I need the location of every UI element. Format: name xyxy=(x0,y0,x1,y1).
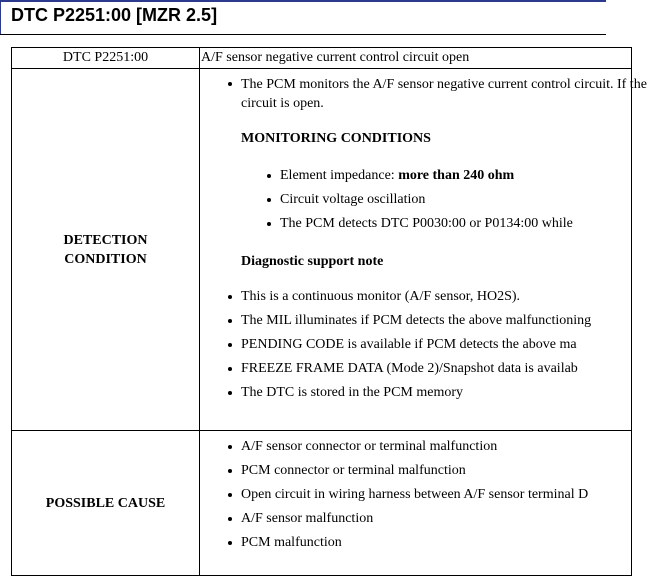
list-item: The MIL illuminates if PCM detects the above malfunctioning xyxy=(200,309,631,333)
detection-condition-content xyxy=(200,69,647,431)
list-item: Open circuit in wiring harness between A/F sensor terminal D xyxy=(200,483,631,507)
possible-cause-row xyxy=(12,431,632,576)
list-item: This is a continuous monitor (A/F sensor, HO2S). xyxy=(200,285,631,309)
dtc-header-row xyxy=(12,48,632,69)
condition-text: Element impedance: xyxy=(280,168,399,183)
intro-line-2: circuit is open. xyxy=(241,96,324,111)
dtc-table xyxy=(11,47,647,576)
list-item: PCM malfunction xyxy=(200,531,631,555)
list-item: PCM connector or terminal malfunction xyxy=(200,459,631,483)
list-item: The DTC is stored in the PCM memory xyxy=(200,381,631,405)
possible-cause-label: POSSIBLE CAUSE xyxy=(12,431,200,576)
monitoring-conditions-heading: MONITORING CONDITIONS xyxy=(241,131,431,146)
detection-condition-row xyxy=(12,69,632,431)
detection-label-line2: CONDITION xyxy=(64,251,147,267)
list-item: The PCM detects DTC P0030:00 or P0134:00 while xyxy=(200,212,631,236)
title-bar xyxy=(0,0,606,34)
dtc-code-cell: DTC P2251:00 xyxy=(12,48,200,69)
list-item: FREEZE FRAME DATA (Mode 2)/Snapshot data is availab xyxy=(200,357,631,381)
page-title: DTC P2251:00 [MZR 2.5] xyxy=(11,5,218,25)
list-item xyxy=(200,71,647,94)
detection-intro-list xyxy=(200,71,647,94)
list-item: Circuit voltage oscillation xyxy=(200,188,631,212)
possible-cause-content xyxy=(200,431,632,576)
detection-condition-label xyxy=(12,69,200,431)
intro-line-1: The PCM monitors the A/F sensor negative current control circuit. If the xyxy=(241,77,647,92)
detection-label-line1: DETECTION xyxy=(63,232,148,248)
list-item xyxy=(200,164,631,188)
list-item: PENDING CODE is available if PCM detects the above ma xyxy=(200,333,631,357)
diagnostic-support-heading: Diagnostic support note xyxy=(241,254,384,269)
list-item: A/F sensor malfunction xyxy=(200,507,631,531)
dtc-description-cell: A/F sensor negative current control circuit open xyxy=(200,48,632,69)
monitoring-conditions-list xyxy=(200,164,631,236)
condition-value: more than 240 ohm xyxy=(398,168,515,183)
title-divider xyxy=(0,34,606,35)
list-item: A/F sensor connector or terminal malfunction xyxy=(200,435,631,459)
possible-cause-list xyxy=(200,435,631,555)
diagnostic-notes-list xyxy=(200,285,631,405)
